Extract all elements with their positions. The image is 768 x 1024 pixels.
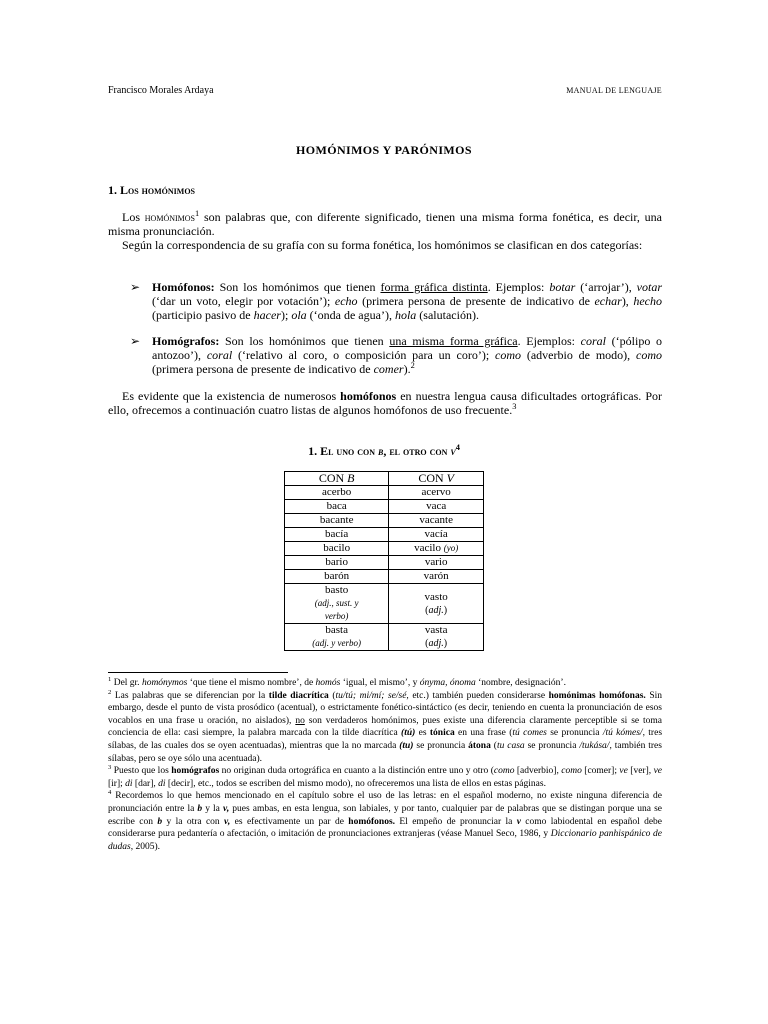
table-row: barón varón	[285, 570, 484, 584]
table-row: bario vario	[285, 556, 484, 570]
term-homonimos: homónimos	[144, 210, 196, 224]
column-header-v: CON V	[389, 472, 484, 486]
table-row: acerbo acervo	[285, 486, 484, 500]
bullet-homofonos: Homófonos: Son los homónimos que tienen forma gráfica distinta. Ejemplos: botar (‘arrojar’), votar (‘dar un voto, elegir por votación’); echo (primera persona de presente de indicativo de echar), hecho (participio pasivo de hacer); ola (‘onda de agua’), hola (salutación).	[152, 280, 663, 322]
bullet-homografos: Homógrafos: Son los homónimos que tienen una misma forma gráfica. Ejemplos: coral (‘pólipo o antozoo’), coral (‘relativo al coro, o composición para un coro’); como (adverbio de modo), como (primera persona de presente de indicativo de comer).$^2$	[152, 334, 663, 376]
footnote-4: $^4$ Recordemos lo que hemos mencionado en el capítulo sobre el uso de las letras: en el español moderno, no existe ninguna diferencia de pronunciación entre la b y la v, pues ambas, en esta lengua, son labiales, y por tanto, cualquier par de palabras que se distingan porque una se escribe con b y la otra con v, es efectivamente un par de homófonos. El empeño de pronunciar la v como labiodental en español debe considerarse pura pedantería o afectación, o imitación de pronunciaciones extranjeras (véase Manuel Seco, 1986, y Diccionario panhispánico de dudas, 2005).	[108, 789, 663, 852]
arrow-bullet-icon: ➢	[130, 334, 141, 348]
header-manual-title: MANUAL DE LENGUAJE	[566, 86, 662, 95]
table-row: bacilo vacilo (yo)	[285, 542, 484, 556]
footnote-ref-1[interactable]: 1	[195, 209, 200, 218]
table-row: baca vaca	[285, 500, 484, 514]
page-title: HOMÓNIMOS Y PARÓNIMOS	[296, 143, 472, 157]
section-number: 1.	[108, 183, 117, 197]
footnotes	[108, 677, 662, 853]
footnote-ref-4[interactable]: 4	[455, 443, 460, 452]
table-row: bacía vacía	[285, 528, 484, 542]
footnote-ref-2[interactable]: 2	[410, 361, 415, 370]
arrow-bullet-icon: ➢	[130, 280, 141, 294]
footnote-ref-3[interactable]: 3	[512, 402, 517, 411]
header-author: Francisco Morales Ardaya	[108, 85, 214, 96]
section-title: Los homónimos	[120, 183, 196, 197]
footnote-2: $^2$ Las palabras que se diferencian por la tilde diacrítica (tu/tú; mi/mí; se/sé, etc.) también pueden considerarse homónimas homófonas. Sin embargo, desde el punto de vista prosódico (acentual), o estrictamente fonético-sintáctico (es decir, teniendo en cuenta la pronunciación de esos vocablos en una frase u oración, no aislados), no son verdaderos homónimos, pues existe una diferencia claramente perceptible si se toma conciencia de ella: casi siempre, la palabra marcada con la tilde diacrítica (tú) es tónica en una frase (tú comes se pronuncia /tú kómes/, tres sílabas, de las cuales dos se oyen acentuadas), mientras que la no marcada (tu) se pronuncia átona (tu casa se pronuncia /tukása/, también tres sílabas, pero se oye sólo una acentuada).	[108, 688, 663, 764]
intro-paragraph-1: Los homónimos$^1$ son palabras que, con diferente significado, tienen una misma forma fonética, es decir, una misma pronunciación.	[108, 209, 663, 238]
table-row: basto (adj., sust. y verbo) vasto (adj.)	[285, 584, 484, 624]
table-row: basta (adj. y verbo) vasta (adj.)	[285, 624, 484, 651]
table-row: bacante vacante	[285, 514, 484, 528]
paragraph-homofonos: Es evidente que la existencia de numerosos homófonos en nuestra lengua causa dificultades ortográficas. Por ello, ofrecemos a continuación cuatro listas de algunos homófonos de uso frecuente.$^3$	[108, 389, 662, 417]
table-header-row	[285, 472, 484, 486]
footnote-divider	[108, 672, 288, 673]
column-header-b: CON B	[285, 472, 389, 486]
footnote-3: $^3$ Puesto que los homógrafos no originan duda ortográfica en cuanto a la distinción entre uno y otro (como [adverbio], como [comer]; ve [ver], ve [ir]; di [dar], di [decir], etc., todos se escriben del mismo modo), no ofreceremos una lista de ellos en estas páginas.	[108, 764, 662, 789]
list-1-title: 1. El uno con b, el otro con $v^4$	[308, 443, 460, 458]
homophones-b-v-table	[284, 471, 484, 651]
intro-paragraph-2: Según la correspondencia de su grafía con su forma fonética, los homónimos se clasifican en dos categorías:	[122, 238, 643, 252]
section-heading	[108, 183, 195, 198]
footnote-1: $^1$ Del gr. homónymos ‘que tiene el mismo nombre’, de homós ‘igual, el mismo’, y ónyma, ónoma ‘nombre, designación’.	[108, 675, 566, 688]
